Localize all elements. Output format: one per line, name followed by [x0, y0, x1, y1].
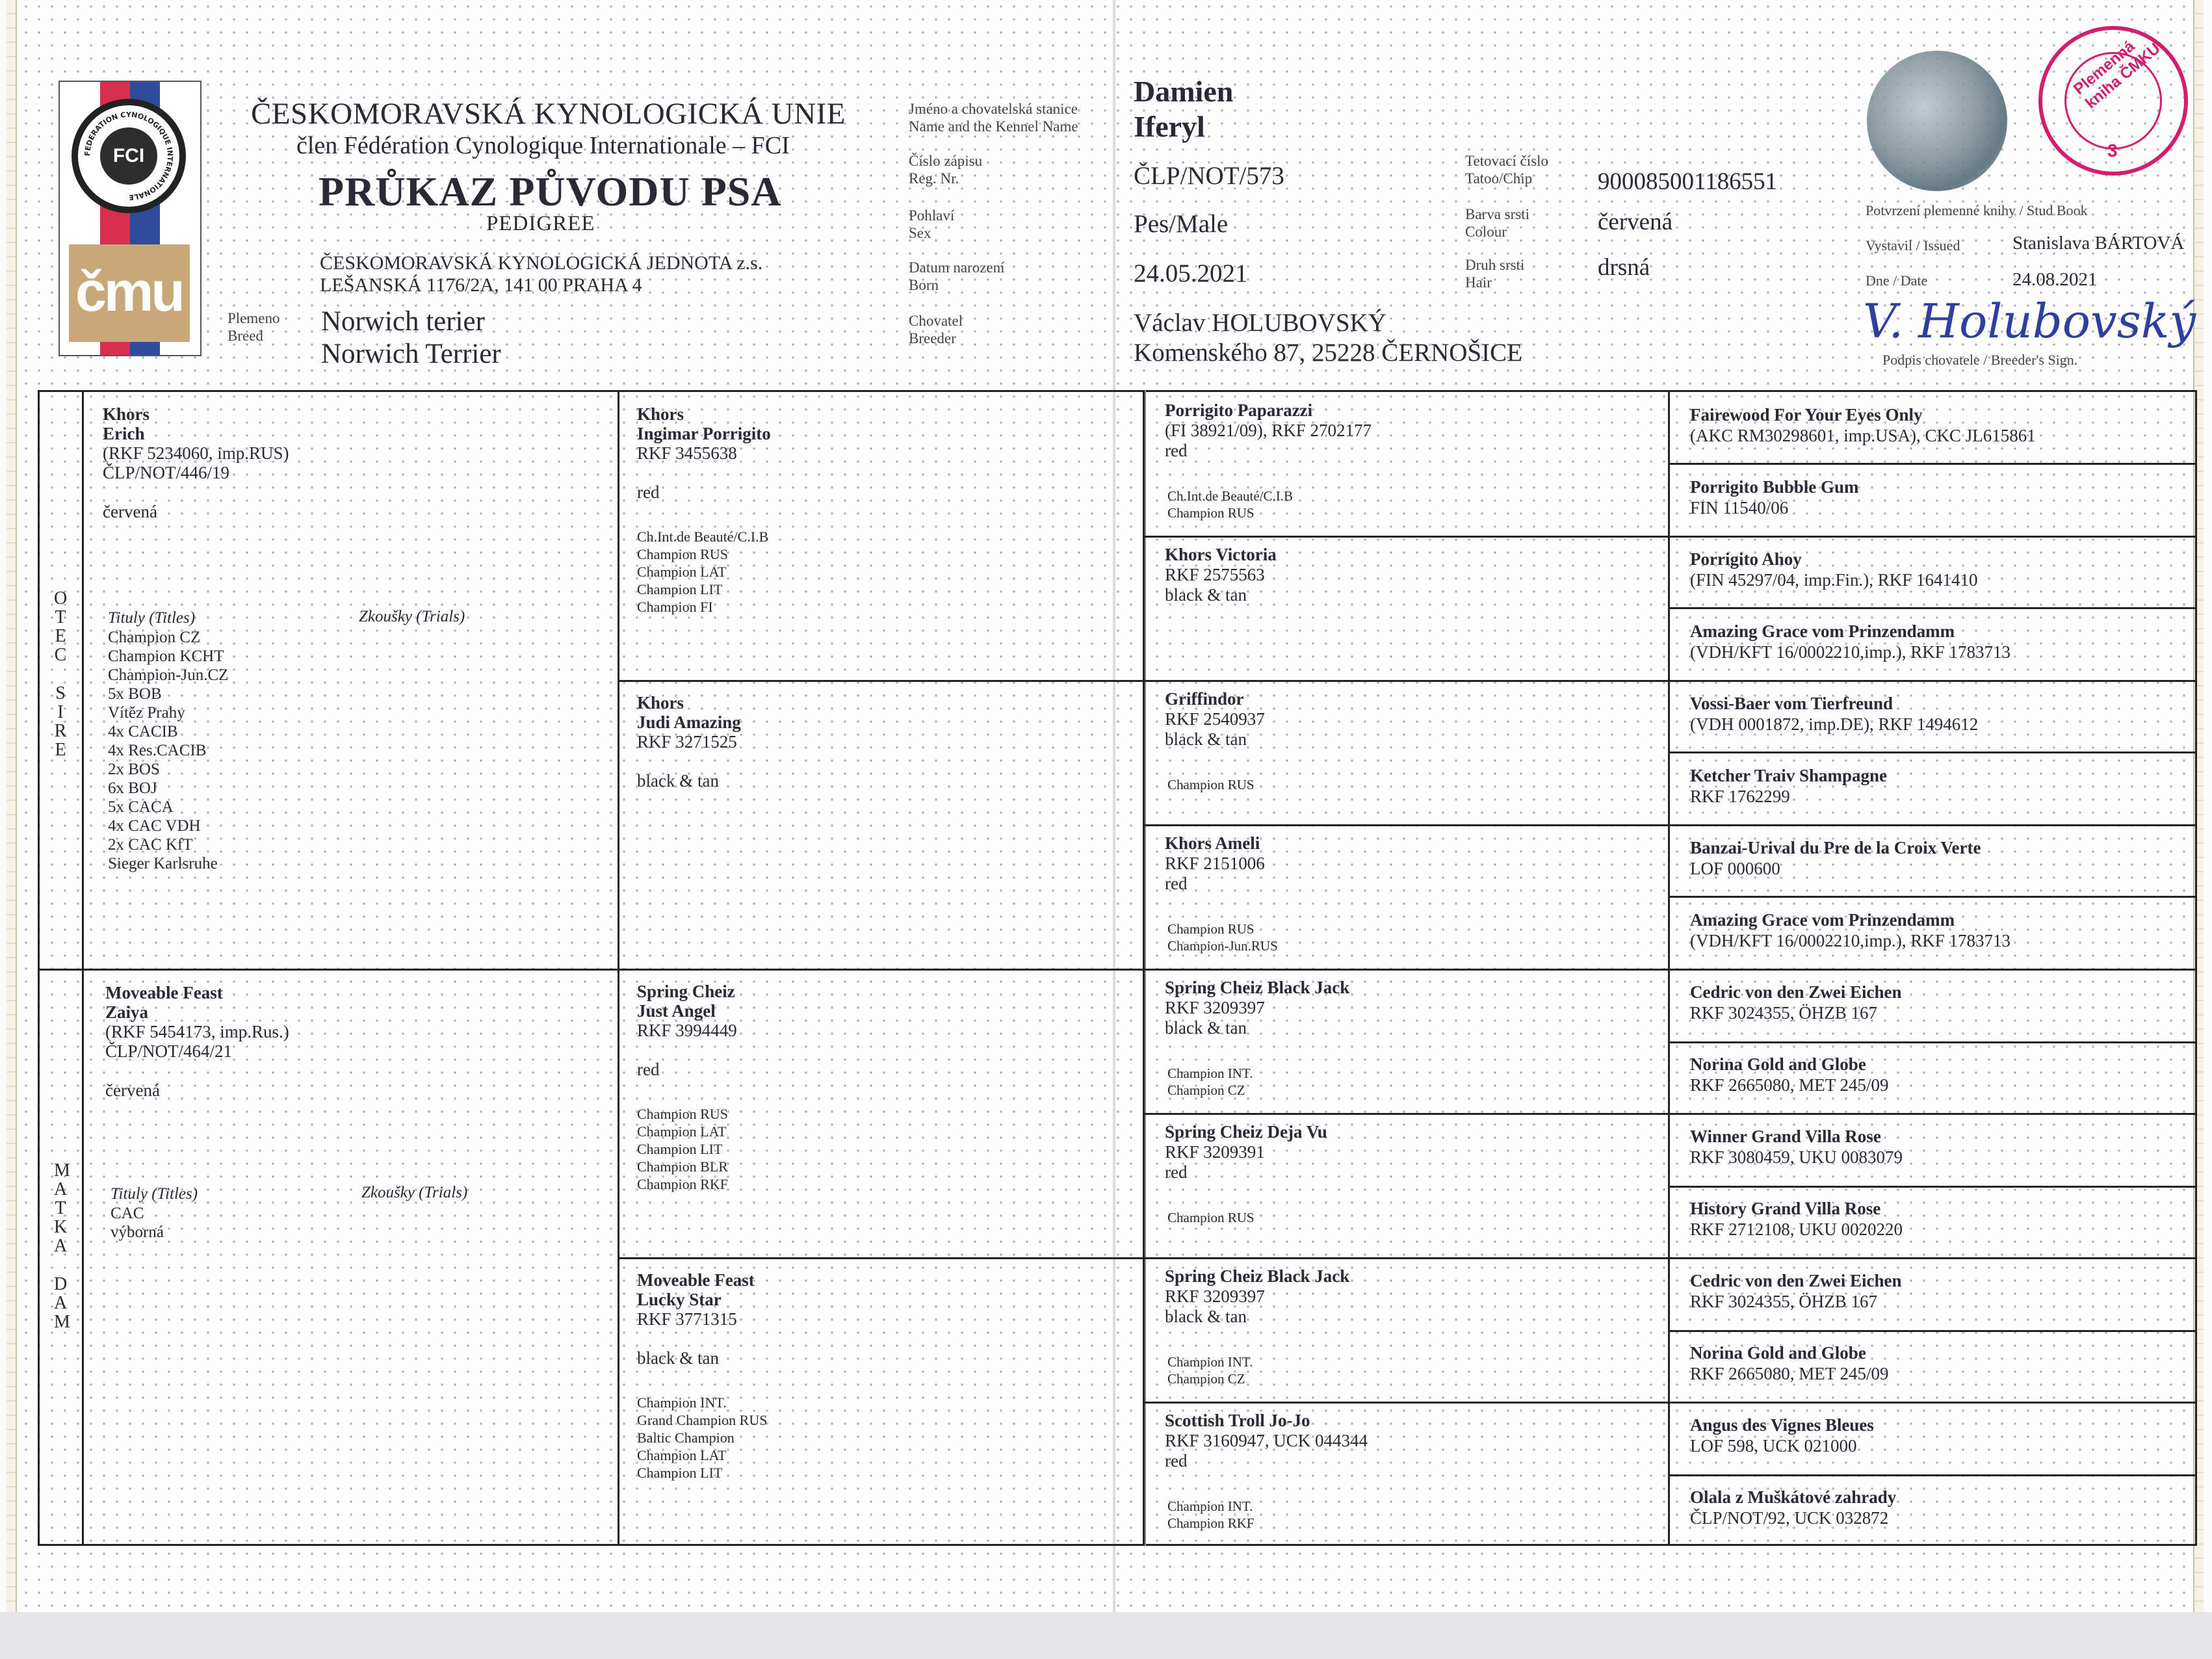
dog-name: Damien Iferyl [1134, 75, 1234, 143]
gen4-ancestor-reg: RKF 2665080, MET 245/09 [1690, 1075, 1889, 1095]
grandparent-colour: red [637, 482, 660, 502]
gen3-ancestor-titles [1167, 1353, 1253, 1387]
grandparent-title: Grand Champion RUS [637, 1412, 768, 1428]
sire-title: 6x BOJ [108, 779, 157, 797]
gen3-ancestor-titles [1167, 776, 1255, 793]
gen3-ancestor-cell [1165, 978, 1349, 1038]
gen4-ancestor-cell [1690, 1198, 1903, 1240]
chip-value: 900085001186551 [1598, 168, 1778, 195]
gen3-ancestor-title: Champion INT. [1167, 1065, 1253, 1081]
issue-date: 24.08.2021 [2012, 269, 2098, 290]
gen4-ancestor-reg: (AKC RM30298601, imp.USA), CKC JL615861 [1690, 426, 2036, 445]
gen3-ancestor-name: Spring Cheiz Deja Vu [1165, 1122, 1327, 1142]
gen4-ancestor-name: Norina Gold and Globe [1690, 1054, 1866, 1074]
sire-title: Vítěz Prahy [108, 704, 185, 722]
grandparent-title: Champion RUS [637, 546, 728, 562]
gen3-ancestor-name: Spring Cheiz Black Jack [1165, 1266, 1350, 1286]
breeder-label: Chovatel Breeder [909, 313, 963, 346]
gen4-ancestor-reg: (VDH 0001872, imp.DE), RKF 1494612 [1690, 714, 1979, 734]
grandparent-name: Judi Amazing [637, 712, 741, 732]
grandparent-reg: RKF 3455638 [637, 443, 737, 463]
gen4-ancestor-cell [1690, 837, 1981, 879]
gen3-ancestor-colour: black & tan [1165, 1307, 1247, 1326]
gen3-ancestor-title: Champion RUS [1167, 777, 1255, 792]
hair-value: drsná [1598, 254, 1650, 281]
gen4-ancestor-name: Cedric von den Zwei Eichen [1690, 1271, 1902, 1290]
sire-title: 5x BOB [108, 685, 162, 703]
sex-value: Pes/Male [1134, 210, 1229, 238]
gen4-ancestor-reg: (FIN 45297/04, imp.Fin.), RKF 1641410 [1690, 570, 1978, 590]
gen4-ancestor-cell [1690, 909, 2010, 951]
gen4-ancestor-cell [1690, 1270, 1902, 1312]
gen3-ancestor-titles [1167, 1209, 1255, 1226]
sire-titles-label: Tituly (Titles) [108, 609, 196, 627]
issued-by: Stanislava BÁRTOVÁ [2012, 233, 2185, 254]
fci-membership: člen Fédération Cynologique Internationale – FCI [296, 132, 790, 159]
union-address: LEŠANSKÁ 1176/2A, 141 00 PRAHA 4 [320, 274, 642, 296]
gen4-ancestor-reg: RKF 2712108, UKU 0020220 [1690, 1220, 1903, 1239]
pedigree-table [38, 390, 2197, 1546]
born-label: Datum narození Born [909, 259, 1005, 293]
gen3-ancestor-name: Scottish Troll Jo-Jo [1165, 1411, 1310, 1430]
grandparent-kennel: Khors [637, 693, 684, 712]
gen4-ancestor-reg: ČLP/NOT/92, UCK 032872 [1690, 1508, 1889, 1528]
colour-value: červená [1598, 209, 1673, 235]
grandparent-title: Champion LAT [637, 1123, 727, 1140]
left-ornament-border [7, 0, 17, 1612]
grandparent-title: Champion BLR [637, 1158, 728, 1175]
dam-title: CAC [111, 1205, 144, 1222]
union-name: ČESKOMORAVSKÁ KYNOLOGICKÁ JEDNOTA z.s. [320, 252, 763, 274]
gen4-ancestor-reg: RKF 1762299 [1690, 787, 1790, 806]
grandparent-title: Champion RUS [637, 1106, 728, 1122]
grandparent-name: Just Angel [637, 1001, 716, 1021]
grandparent-titles [637, 1394, 767, 1482]
cmku-fci-logo [59, 81, 202, 356]
gen4-ancestor-cell [1690, 404, 2036, 446]
grandparent-kennel: Khors [637, 404, 684, 424]
sire-side-label-en: SIRE [54, 683, 67, 760]
pedigree-sheet [7, 0, 2204, 1612]
gen4-ancestor-name: Fairewood For Your Eyes Only [1690, 405, 1923, 425]
sire-title: 2x BOS [108, 761, 160, 778]
stud-book-confirm-label: Potvrzení plemenné knihy / Stud Book [1866, 202, 2088, 218]
gen4-ancestor-cell [1690, 621, 2010, 662]
dam-side-label-en: DAM [54, 1274, 70, 1332]
dam-cell: Moveable Feast Zaiya (RKF 5454173, imp.Rus.) ČLP/NOT/464/21 červená [105, 983, 289, 1100]
sire-title: Sieger Karlsruhe [108, 855, 218, 872]
grandparent-title: Ch.Int.de Beauté/C.I.B [637, 529, 769, 545]
dam-side-label-cz: MATKA [54, 1160, 70, 1256]
breed-value: Norwich terier Norwich Terrier [321, 306, 501, 369]
gen3-ancestor-colour: red [1165, 1451, 1188, 1470]
sire-cell: Khors Erich (RKF 5234060, imp.RUS) ČLP/NOT/446/19 červená [103, 404, 289, 521]
gen4-ancestor-name: Porrigito Ahoy [1690, 549, 1802, 569]
sire-title: Champion-Jun.CZ [108, 666, 229, 684]
gen3-ancestor-titles [1167, 1498, 1255, 1532]
sire-title: 4x CAC VDH [108, 817, 201, 835]
gen3-ancestor-cell [1165, 400, 1372, 461]
gen4-ancestor-cell [1690, 1342, 1889, 1384]
gen3-ancestor-cell [1165, 1411, 1368, 1471]
gen3-ancestor-reg: RKF 2151006 [1165, 854, 1265, 873]
grandparent-titles [637, 528, 771, 616]
gen3-ancestor-title: Champion INT. [1167, 1498, 1253, 1514]
fci-emblem-text: FCI [100, 127, 157, 185]
gen3-ancestor-title: Champion RUS [1167, 1210, 1255, 1225]
gen3-ancestor-name: Khors Ameli [1165, 833, 1260, 853]
sire-title: 5x CACA [108, 798, 174, 816]
gen3-ancestor-colour: black & tan [1165, 729, 1247, 749]
grandparent-title: Champion LIT [637, 1141, 723, 1157]
breeder-signature: V. Holubovský [1863, 294, 2196, 348]
name-label: Jméno a chovatelská stanice Name and the Kennel Name [909, 101, 1078, 135]
gen3-ancestor-title: Champion CZ [1167, 1082, 1245, 1098]
gen4-ancestor-cell [1690, 1415, 1874, 1456]
cmku-emblem [69, 244, 190, 342]
grandparent-cell [637, 982, 737, 1193]
gen3-ancestor-reg: RKF 3209391 [1165, 1142, 1265, 1162]
gen3-ancestor-reg: RKF 3209397 [1165, 1287, 1265, 1306]
grandparent-colour: black & tan [637, 771, 719, 790]
gen3-ancestor-title: Champion RUS [1167, 921, 1255, 937]
cmku-emblem-text: čmu [75, 261, 183, 323]
gen3-ancestor-title: Ch.Int.de Beauté/C.I.B [1167, 488, 1294, 504]
sire-title: Champion KCHT [108, 647, 224, 665]
gen3-ancestor-title: Champion-Jun.RUS [1167, 938, 1278, 954]
gen4-ancestor-cell [1690, 1487, 1896, 1528]
gen4-ancestor-name: Amazing Grace vom Prinzendamm [1690, 621, 1955, 641]
grandparent-title: Champion LIT [637, 1465, 723, 1481]
document-title: PRŮKAZ PŮVODU PSA [319, 168, 782, 215]
grandparent-reg: RKF 3994449 [637, 1021, 737, 1040]
gen4-ancestor-name: Amazing Grace vom Prinzendamm [1690, 910, 1955, 930]
grandparent-reg: RKF 3271525 [637, 732, 737, 751]
breeder-value: Václav HOLUBOVSKÝ Komenského 87, 25228 ČERNOŠICE [1134, 309, 1522, 367]
issued-label: Vystavil / Issued [1866, 237, 1960, 254]
dam-trials-label: Zkoušky (Trials) [361, 1184, 468, 1201]
grandparent-name: Ingimar Porrigito [637, 424, 771, 443]
gen4-ancestor-cell [1690, 1126, 1903, 1168]
gen3-ancestor-cell [1165, 545, 1277, 605]
gen4-ancestor-cell [1690, 693, 1978, 735]
gen4-ancestor-name: Vossi-Baer vom Tierfreund [1690, 694, 1893, 713]
gen4-ancestor-reg: LOF 598, UCK 021000 [1690, 1436, 1857, 1456]
reg-number: ČLP/NOT/573 [1134, 162, 1284, 190]
sire-side-label-cz: OTEC [54, 588, 68, 665]
sire-side-label [51, 589, 70, 759]
chip-label: Tetovací číslo Tatoo/Chip [1465, 153, 1549, 187]
gen4-ancestor-cell [1690, 765, 1887, 807]
date-label: Dne / Date [1866, 272, 1928, 289]
gen3-ancestor-reg: RKF 2575563 [1165, 565, 1265, 584]
gen3-ancestor-title: Champion CZ [1167, 1371, 1245, 1387]
gen4-ancestor-reg: LOF 000600 [1690, 859, 1780, 878]
gen3-ancestor-name: Griffindor [1165, 689, 1244, 709]
grandparent-titles [637, 1105, 737, 1193]
gen3-ancestor-title: Champion RUS [1167, 505, 1255, 521]
sex-label: Pohlaví Sex [909, 207, 955, 241]
gen3-ancestor-reg: RKF 3209397 [1165, 998, 1265, 1017]
gen3-ancestor-name: Khors Victoria [1165, 545, 1277, 564]
gen3-ancestor-cell [1165, 1266, 1349, 1327]
gen3-ancestor-reg: (FI 38921/09), RKF 2702177 [1165, 421, 1372, 440]
sire-titles [108, 628, 228, 873]
grandparent-title: Baltic Champion [637, 1430, 735, 1446]
gen4-ancestor-reg: RKF 3080459, UKU 0083079 [1690, 1147, 1903, 1167]
dam-titles [111, 1204, 164, 1242]
dam-side-label [51, 1161, 70, 1331]
gen4-ancestor-reg: RKF 3024355, ÖHZB 167 [1690, 1003, 1878, 1023]
gen4-ancestor-name: Angus des Vignes Bleues [1690, 1415, 1874, 1435]
grandparent-name: Lucky Star [637, 1290, 722, 1309]
grandparent-kennel: Spring Cheiz [637, 982, 735, 1001]
grandparent-title: Champion FI [637, 599, 713, 615]
gen3-ancestor-name: Porrigito Paparazzi [1165, 400, 1313, 420]
gen3-ancestor-colour: red [1165, 1162, 1188, 1182]
sire-title: Champion CZ [108, 629, 201, 646]
gen3-ancestor-title: Champion INT. [1167, 1354, 1253, 1370]
gen4-ancestor-cell [1690, 477, 1859, 518]
gen4-ancestor-name: Banzai-Urival du Pre de la Croix Verte [1690, 838, 1981, 857]
gen3-ancestor-titles [1167, 1065, 1253, 1099]
grandparent-kennel: Moveable Feast [637, 1270, 755, 1290]
gen4-ancestor-name: Winner Grand Villa Rose [1690, 1127, 1881, 1146]
grandparent-title: Champion LIT [637, 581, 723, 597]
org-name: ČESKOMORAVSKÁ KYNOLOGICKÁ UNIE [251, 97, 846, 131]
sire-title: 4x Res.CACIB [108, 742, 207, 759]
gen4-ancestor-name: Ketcher Traiv Shampagne [1690, 766, 1887, 785]
gen4-ancestor-name: Porrigito Bubble Gum [1690, 477, 1859, 497]
grandparent-title: Champion INT. [637, 1394, 727, 1411]
fci-emblem [72, 99, 186, 213]
gen3-ancestor-cell [1165, 1122, 1327, 1182]
hair-label: Druh srsti Hair [1465, 257, 1525, 291]
gen3-ancestor-cell [1165, 833, 1265, 894]
gen3-ancestor-reg: RKF 3160947, UCK 044344 [1165, 1431, 1368, 1450]
scan-bottom-margin [0, 1612, 2212, 1659]
gen3-ancestor-titles [1167, 488, 1293, 521]
grandparent-title: Champion LAT [637, 1447, 727, 1463]
gen4-ancestor-cell [1690, 549, 1978, 590]
sire-title: 4x CACIB [108, 723, 178, 740]
dam-titles-label: Tituly (Titles) [111, 1185, 198, 1203]
gen3-ancestor-reg: RKF 2540937 [1165, 709, 1265, 729]
hologram-seal [1867, 51, 2007, 191]
gen4-ancestor-reg: (VDH/KFT 16/0002210,imp.), RKF 1783713 [1690, 642, 2011, 662]
grandparent-cell [637, 693, 741, 790]
grandparent-colour: red [637, 1060, 660, 1079]
grandparent-colour: black & tan [637, 1348, 719, 1368]
colour-label: Barva srsti Colour [1465, 206, 1530, 240]
stud-book-stamp: Plemenná kniha ČMKU 3 [2038, 26, 2188, 176]
gen3-ancestor-cell [1165, 689, 1265, 750]
gen3-ancestor-colour: black & tan [1165, 1018, 1247, 1038]
dam-title: výborná [111, 1223, 164, 1241]
gen4-ancestor-name: History Grand Villa Rose [1690, 1199, 1881, 1218]
reg-label: Číslo zápisu Reg. Nr. [909, 153, 983, 187]
gen4-ancestor-name: Norina Gold and Globe [1690, 1343, 1866, 1363]
sire-trials-label: Zkoušky (Trials) [359, 608, 465, 625]
document-subtitle: PEDIGREE [486, 212, 595, 235]
gen3-ancestor-colour: black & tan [1165, 585, 1247, 605]
gen3-ancestor-titles [1167, 921, 1278, 954]
breed-label: Plemeno Breed [228, 310, 280, 344]
breeder-sign-label: Podpis chovatele / Breeder's Sign. [1882, 352, 2078, 368]
gen3-ancestor-title: Champion RKF [1167, 1515, 1255, 1531]
gen3-ancestor-colour: red [1165, 441, 1188, 460]
grandparent-cell [637, 404, 771, 616]
gen4-ancestor-name: Cedric von den Zwei Eichen [1690, 982, 1902, 1002]
gen3-ancestor-colour: red [1165, 874, 1188, 893]
gen4-ancestor-name: Olala z Muškátové zahrady [1690, 1487, 1897, 1507]
sire-title: 2x CAC KfT [108, 836, 193, 854]
grandparent-title: Champion LAT [637, 564, 727, 580]
gen4-ancestor-cell [1690, 982, 1902, 1023]
gen4-ancestor-reg: RKF 3024355, ÖHZB 167 [1690, 1292, 1878, 1311]
grandparent-title: Champion RKF [637, 1176, 728, 1192]
gen4-ancestor-reg: RKF 2665080, MET 245/09 [1690, 1364, 1889, 1383]
gen4-ancestor-cell [1690, 1054, 1889, 1095]
born-value: 24.05.2021 [1134, 259, 1248, 287]
svg-text:FEDERATION CYNOLOGIQUE INTERNA: FEDERATION CYNOLOGIQUE INTERNATIONALE [83, 110, 175, 202]
gen4-ancestor-reg: (VDH/KFT 16/0002210,imp.), RKF 1783713 [1690, 931, 2011, 950]
grandparent-cell [637, 1270, 767, 1482]
gen4-ancestor-reg: FIN 11540/06 [1690, 498, 1789, 517]
gen3-ancestor-name: Spring Cheiz Black Jack [1165, 978, 1350, 997]
grandparent-reg: RKF 3771315 [637, 1309, 737, 1329]
